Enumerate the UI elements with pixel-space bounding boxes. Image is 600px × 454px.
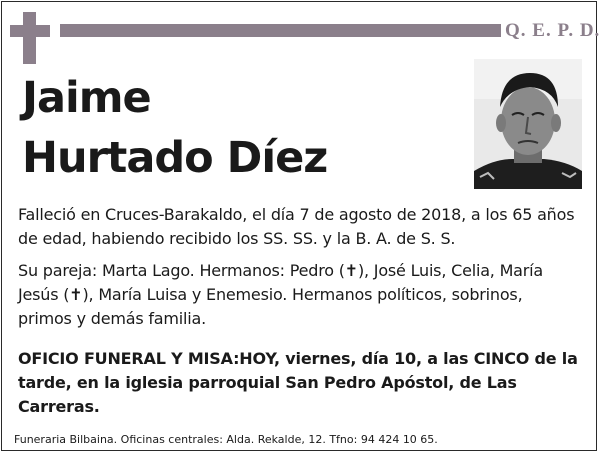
- portrait-photo: [474, 59, 582, 189]
- death-notice-paragraph: Falleció en Cruces-Barakaldo, el día 7 de agosto de 2018, a los 65 años de edad, habiendo recibido los SS. SS. y la B. A. de S. S.: [18, 205, 575, 248]
- name-first: Jaime: [22, 73, 151, 123]
- name-surnames: Hurtado Díez: [22, 133, 328, 183]
- family-paragraph: Su pareja: Marta Lago. Hermanos: Pedro (✝), José Luis, Celia, María Jesús (✝), María Luisa y Enemesio. Hermanos políticos, sobrinos, primos y demás familia.: [18, 261, 544, 328]
- header-divider-bar: [60, 24, 501, 37]
- obituary-card: [1, 1, 600, 451]
- deceased-name: [22, 68, 327, 188]
- funeral-home-footer: Funeraria Bilbaina. Oficinas centrales: Alda. Rekalde, 12. Tfno: 94 424 10 65.: [14, 433, 438, 446]
- qepd-label: Q. E. P. D.: [505, 20, 600, 41]
- funeral-service-paragraph: OFICIO FUNERAL Y MISA:HOY, viernes, día 10, a las CINCO de la tarde, en la iglesia parroquial San Pedro Apóstol, de Las Carreras.: [18, 349, 578, 416]
- latin-cross-icon: [10, 12, 50, 64]
